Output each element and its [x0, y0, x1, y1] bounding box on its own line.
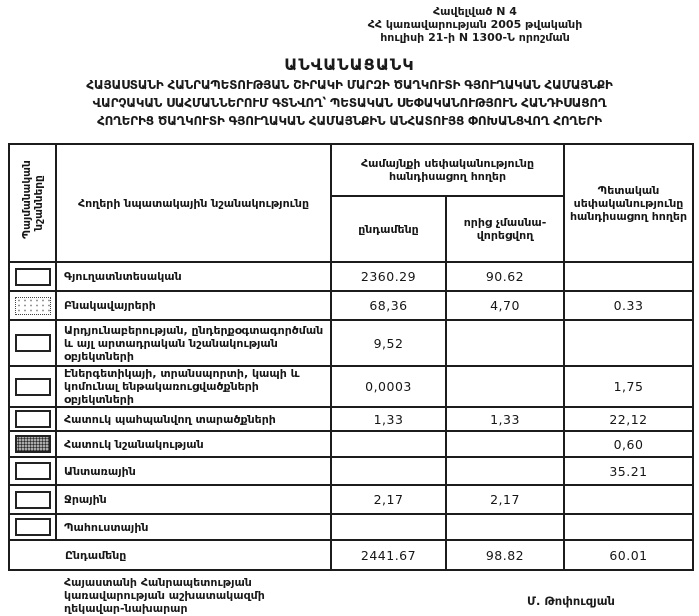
annex-note [300, 5, 650, 44]
non-privatized-value [446, 514, 564, 540]
legend-symbol-swatch [15, 268, 51, 286]
state-value: 0.33 [564, 291, 693, 320]
symbol-cell [9, 262, 56, 291]
symbol-cell [9, 457, 56, 485]
footer-issuer [64, 576, 265, 615]
purpose-label: Անտառային [56, 457, 331, 485]
community-total-value: 0,0003 [331, 366, 446, 407]
total-non-privatized-value: 98.82 [446, 540, 564, 570]
legend-symbol-swatch [15, 297, 51, 315]
non-privatized-value: 90.62 [446, 262, 564, 291]
state-value: 35.21 [564, 457, 693, 485]
header-conventional-signs-label: Պայմանական նշանները [20, 160, 45, 239]
state-value [564, 262, 693, 291]
legend-symbol-swatch [15, 378, 51, 396]
legend-symbol-swatch [15, 410, 51, 428]
legend-symbol-swatch [15, 518, 51, 536]
purpose-label: Հատուկ պահպանվող տարածքների [56, 407, 331, 431]
purpose-label: Էներգետիկայի, տրանսպորտի, կապի և կոմունալ ենթակառուցվածքների օբյեկտների [56, 366, 331, 407]
document-subtitle [0, 76, 699, 130]
subtitle-line: ՀՈՂԵՐԻՑ ԾԱՂԿՈՒՏԻ ԳՅՈՒՂԱԿԱՆ ՀԱՄԱՅՆՔԻՆ ԱՆՀԱՏՈՒՅՑ ՓՈԽԱՆՑՎՈՂ ՀՈՂԵՐԻ [97, 114, 602, 128]
purpose-label: Գյուղատնտեսական [56, 262, 331, 291]
non-privatized-value: 1,33 [446, 407, 564, 431]
annex-line: հուլիսի 21-ի N 1300-Ն որոշման [380, 31, 570, 44]
header-community-total: ընդամենը [331, 196, 446, 262]
community-total-value: 9,52 [331, 320, 446, 366]
legend-symbol-swatch [15, 491, 51, 509]
footer-issuer-line: ղեկավար-նախարար [64, 602, 188, 615]
header-conventional-signs [9, 144, 56, 262]
state-value: 1,75 [564, 366, 693, 407]
symbol-cell [9, 407, 56, 431]
page-title: ԱՆՎԱՆԱՑԱՆԿ [284, 55, 415, 74]
community-total-value [331, 514, 446, 540]
footer-issuer-line: կառավարության աշխատակազմի [64, 589, 265, 602]
community-total-value: 2360.29 [331, 262, 446, 291]
table-row [9, 514, 693, 540]
header-state-owned: Պետական սեփականությունը հանդիսացող հողեր [564, 144, 693, 262]
header-non-privatized: որից չմասնա-վորեցվող [446, 196, 564, 262]
community-total-value: 2,17 [331, 485, 446, 514]
symbol-cell [9, 291, 56, 320]
land-transfer-table [8, 143, 694, 571]
purpose-label: Հատուկ նշանակության [56, 431, 331, 457]
community-total-value [331, 431, 446, 457]
community-total-value: 68,36 [331, 291, 446, 320]
non-privatized-value [446, 320, 564, 366]
table-row [9, 485, 693, 514]
subtitle-line: ՎԱՐՉԱԿԱՆ ՍԱՀՄԱՆՆԵՐՈՒՄ ԳՏՆՎՈՂ՝ ՊԵՏԱԿԱՆ ՍԵՓԱԿԱՆՈՒԹՅՈՒՆ ՀԱՆԴԻՍԱՑՈՂ [92, 96, 607, 110]
state-value [564, 485, 693, 514]
subtitle-line: ՀԱՅԱՍՏԱՆԻ ՀԱՆՐԱՊԵՏՈՒԹՅԱՆ ՇԻՐԱԿԻ ՄԱՐԶԻ ԾԱՂԿՈՒՏԻ ԳՅՈՒՂԱԿԱՆ ՀԱՄԱՅՆՔԻ [86, 78, 613, 92]
table-row [9, 262, 693, 291]
total-community-value: 2441.67 [331, 540, 446, 570]
non-privatized-value [446, 431, 564, 457]
symbol-cell [9, 320, 56, 366]
symbol-cell [9, 431, 56, 457]
purpose-label: Ջրային [56, 485, 331, 514]
footer-signature: Մ. Թոփուզյան [527, 594, 615, 608]
state-value [564, 320, 693, 366]
table-row [9, 320, 693, 366]
purpose-label: Արդյունաբերության, ընդերքօգտագործման և այլ արտադրական նշանակության օբյեկտների [56, 320, 331, 366]
purpose-label: Պահուստային [56, 514, 331, 540]
legend-symbol-swatch [15, 334, 51, 352]
symbol-cell [9, 485, 56, 514]
total-row [9, 540, 693, 570]
symbol-cell [9, 514, 56, 540]
non-privatized-value: 4,70 [446, 291, 564, 320]
purpose-label: Բնակավայրերի [56, 291, 331, 320]
legend-symbol-swatch [15, 462, 51, 480]
state-value: 0,60 [564, 431, 693, 457]
non-privatized-value [446, 457, 564, 485]
legend-symbol-swatch [15, 435, 51, 453]
community-total-value [331, 457, 446, 485]
footer-issuer-line: Հայաստանի Հանրապետության [64, 576, 252, 589]
table-row [9, 431, 693, 457]
annex-line: Հավելված N 4 [433, 5, 517, 18]
symbol-cell [9, 366, 56, 407]
header-community-owned-group: Համայնքի սեփականությունը հանդիսացող հողեր [331, 144, 564, 196]
table-row [9, 366, 693, 407]
total-state-value: 60.01 [564, 540, 693, 570]
table-row [9, 457, 693, 485]
header-land-purpose: Հողերի նպատակային նշանակությունը [56, 144, 331, 262]
state-value: 22,12 [564, 407, 693, 431]
non-privatized-value [446, 366, 564, 407]
community-total-value: 1,33 [331, 407, 446, 431]
table-row [9, 291, 693, 320]
non-privatized-value: 2,17 [446, 485, 564, 514]
annex-line: ՀՀ կառավարության 2005 թվականի [367, 18, 583, 31]
total-label: Ընդամենը [9, 540, 331, 570]
state-value [564, 514, 693, 540]
table-row [9, 407, 693, 431]
